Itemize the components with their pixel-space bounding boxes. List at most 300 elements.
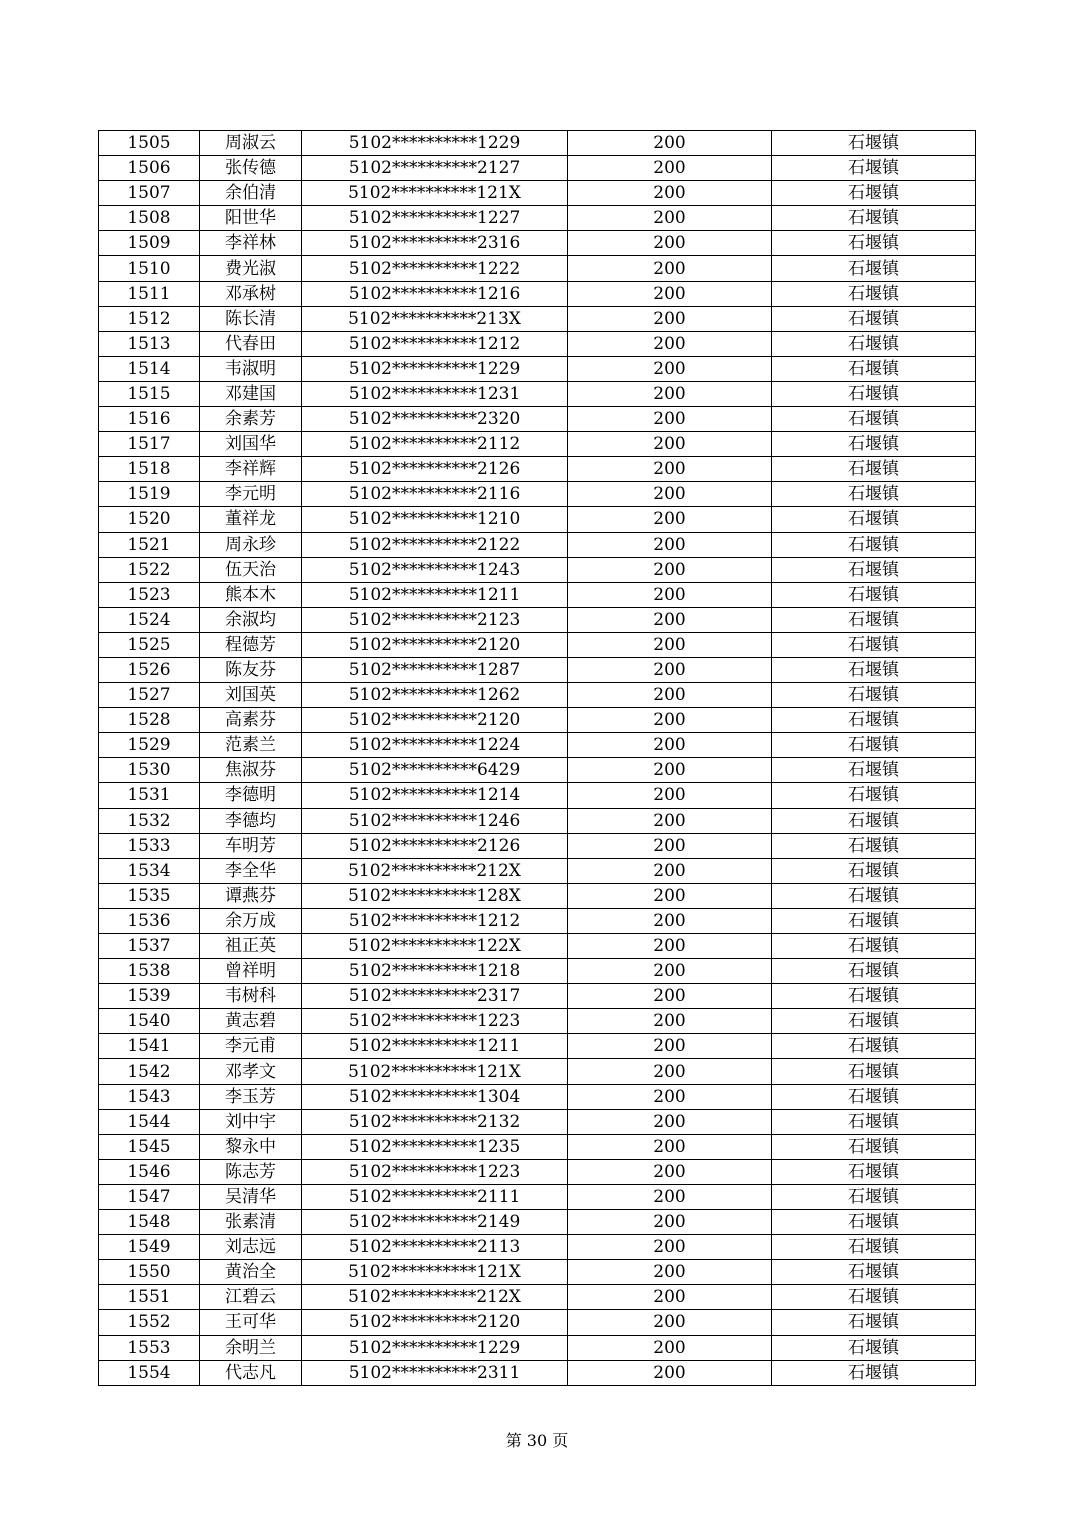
township-cell: 石堰镇 xyxy=(772,1009,976,1034)
serial-number-cell: 1528 xyxy=(99,708,200,733)
name-cell: 熊本木 xyxy=(200,582,302,607)
id-number-cell: 5102**********1287 xyxy=(302,657,568,682)
table-row xyxy=(99,381,976,406)
amount-cell: 200 xyxy=(568,1159,772,1184)
table-row xyxy=(99,908,976,933)
id-number-cell: 5102**********1218 xyxy=(302,959,568,984)
table-row xyxy=(99,808,976,833)
serial-number-cell: 1548 xyxy=(99,1210,200,1235)
name-cell: 江碧云 xyxy=(200,1285,302,1310)
township-cell: 石堰镇 xyxy=(772,231,976,256)
township-cell: 石堰镇 xyxy=(772,482,976,507)
serial-number-cell: 1525 xyxy=(99,632,200,657)
page-number: 第 30 页 xyxy=(505,1431,569,1450)
id-number-cell: 5102**********2311 xyxy=(302,1360,568,1385)
id-number-cell: 5102**********2316 xyxy=(302,231,568,256)
id-number-cell: 5102**********2120 xyxy=(302,632,568,657)
serial-number-cell: 1547 xyxy=(99,1184,200,1209)
name-cell: 邓孝文 xyxy=(200,1059,302,1084)
township-cell: 石堰镇 xyxy=(772,557,976,582)
id-number-cell: 5102**********2126 xyxy=(302,833,568,858)
name-cell: 李元明 xyxy=(200,482,302,507)
township-cell: 石堰镇 xyxy=(772,206,976,231)
amount-cell: 200 xyxy=(568,733,772,758)
table-row xyxy=(99,758,976,783)
table-row xyxy=(99,432,976,457)
name-cell: 周永珍 xyxy=(200,532,302,557)
amount-cell: 200 xyxy=(568,1084,772,1109)
name-cell: 范素兰 xyxy=(200,733,302,758)
township-cell: 石堰镇 xyxy=(772,1059,976,1084)
table-row xyxy=(99,607,976,632)
table-row xyxy=(99,1210,976,1235)
amount-cell: 200 xyxy=(568,783,772,808)
roster-table xyxy=(98,130,976,1386)
township-cell: 石堰镇 xyxy=(772,607,976,632)
amount-cell: 200 xyxy=(568,1134,772,1159)
township-cell: 石堰镇 xyxy=(772,1335,976,1360)
serial-number-cell: 1527 xyxy=(99,683,200,708)
name-cell: 余淑均 xyxy=(200,607,302,632)
table-row xyxy=(99,557,976,582)
amount-cell: 200 xyxy=(568,156,772,181)
serial-number-cell: 1508 xyxy=(99,206,200,231)
id-number-cell: 5102**********121X xyxy=(302,1260,568,1285)
serial-number-cell: 1520 xyxy=(99,507,200,532)
serial-number-cell: 1540 xyxy=(99,1009,200,1034)
amount-cell: 200 xyxy=(568,1285,772,1310)
amount-cell: 200 xyxy=(568,482,772,507)
name-cell: 陈长清 xyxy=(200,306,302,331)
id-number-cell: 5102**********1262 xyxy=(302,683,568,708)
name-cell: 周淑云 xyxy=(200,131,302,156)
table-row xyxy=(99,457,976,482)
id-number-cell: 5102**********2149 xyxy=(302,1210,568,1235)
name-cell: 李玉芳 xyxy=(200,1084,302,1109)
name-cell: 王可华 xyxy=(200,1310,302,1335)
id-number-cell: 5102**********2317 xyxy=(302,984,568,1009)
amount-cell: 200 xyxy=(568,256,772,281)
amount-cell: 200 xyxy=(568,657,772,682)
township-cell: 石堰镇 xyxy=(772,281,976,306)
township-cell: 石堰镇 xyxy=(772,783,976,808)
id-number-cell: 5102**********1223 xyxy=(302,1159,568,1184)
id-number-cell: 5102**********1222 xyxy=(302,256,568,281)
serial-number-cell: 1554 xyxy=(99,1360,200,1385)
township-cell: 石堰镇 xyxy=(772,1310,976,1335)
serial-number-cell: 1553 xyxy=(99,1335,200,1360)
amount-cell: 200 xyxy=(568,557,772,582)
serial-number-cell: 1531 xyxy=(99,783,200,808)
township-cell: 石堰镇 xyxy=(772,131,976,156)
id-number-cell: 5102**********1231 xyxy=(302,381,568,406)
table-row xyxy=(99,331,976,356)
township-cell: 石堰镇 xyxy=(772,181,976,206)
table-row xyxy=(99,1159,976,1184)
serial-number-cell: 1516 xyxy=(99,407,200,432)
serial-number-cell: 1505 xyxy=(99,131,200,156)
amount-cell: 200 xyxy=(568,858,772,883)
township-cell: 石堰镇 xyxy=(772,733,976,758)
table-row xyxy=(99,281,976,306)
serial-number-cell: 1532 xyxy=(99,808,200,833)
amount-cell: 200 xyxy=(568,181,772,206)
serial-number-cell: 1552 xyxy=(99,1310,200,1335)
table-row xyxy=(99,984,976,1009)
township-cell: 石堰镇 xyxy=(772,532,976,557)
township-cell: 石堰镇 xyxy=(772,432,976,457)
township-cell: 石堰镇 xyxy=(772,1034,976,1059)
table-row xyxy=(99,356,976,381)
table-row xyxy=(99,883,976,908)
amount-cell: 200 xyxy=(568,1009,772,1034)
serial-number-cell: 1518 xyxy=(99,457,200,482)
amount-cell: 200 xyxy=(568,231,772,256)
id-number-cell: 5102**********2116 xyxy=(302,482,568,507)
name-cell: 曾祥明 xyxy=(200,959,302,984)
amount-cell: 200 xyxy=(568,1034,772,1059)
serial-number-cell: 1539 xyxy=(99,984,200,1009)
id-number-cell: 5102**********1216 xyxy=(302,281,568,306)
serial-number-cell: 1541 xyxy=(99,1034,200,1059)
id-number-cell: 5102**********2127 xyxy=(302,156,568,181)
township-cell: 石堰镇 xyxy=(772,457,976,482)
amount-cell: 200 xyxy=(568,1260,772,1285)
table-row xyxy=(99,131,976,156)
amount-cell: 200 xyxy=(568,883,772,908)
table-row xyxy=(99,532,976,557)
table-row xyxy=(99,1009,976,1034)
township-cell: 石堰镇 xyxy=(772,657,976,682)
id-number-cell: 5102**********1211 xyxy=(302,582,568,607)
serial-number-cell: 1538 xyxy=(99,959,200,984)
township-cell: 石堰镇 xyxy=(772,858,976,883)
township-cell: 石堰镇 xyxy=(772,708,976,733)
township-cell: 石堰镇 xyxy=(772,1210,976,1235)
table-row xyxy=(99,1059,976,1084)
serial-number-cell: 1544 xyxy=(99,1109,200,1134)
serial-number-cell: 1515 xyxy=(99,381,200,406)
id-number-cell: 5102**********1229 xyxy=(302,1335,568,1360)
id-number-cell: 5102**********1223 xyxy=(302,1009,568,1034)
serial-number-cell: 1534 xyxy=(99,858,200,883)
id-number-cell: 5102**********1229 xyxy=(302,131,568,156)
id-number-cell: 5102**********1214 xyxy=(302,783,568,808)
amount-cell: 200 xyxy=(568,632,772,657)
id-number-cell: 5102**********2120 xyxy=(302,708,568,733)
amount-cell: 200 xyxy=(568,582,772,607)
id-number-cell: 5102**********1246 xyxy=(302,808,568,833)
table-row xyxy=(99,1285,976,1310)
name-cell: 黄治全 xyxy=(200,1260,302,1285)
table-row xyxy=(99,783,976,808)
serial-number-cell: 1524 xyxy=(99,607,200,632)
table-row xyxy=(99,733,976,758)
township-cell: 石堰镇 xyxy=(772,507,976,532)
township-cell: 石堰镇 xyxy=(772,808,976,833)
id-number-cell: 5102**********1235 xyxy=(302,1134,568,1159)
serial-number-cell: 1521 xyxy=(99,532,200,557)
table-row xyxy=(99,1260,976,1285)
table-row xyxy=(99,1034,976,1059)
amount-cell: 200 xyxy=(568,1360,772,1385)
name-cell: 伍天治 xyxy=(200,557,302,582)
township-cell: 石堰镇 xyxy=(772,1184,976,1209)
name-cell: 黄志碧 xyxy=(200,1009,302,1034)
id-number-cell: 5102**********2123 xyxy=(302,607,568,632)
serial-number-cell: 1543 xyxy=(99,1084,200,1109)
table-row xyxy=(99,1109,976,1134)
table-row xyxy=(99,206,976,231)
id-number-cell: 5102**********212X xyxy=(302,1285,568,1310)
township-cell: 石堰镇 xyxy=(772,1159,976,1184)
township-cell: 石堰镇 xyxy=(772,356,976,381)
serial-number-cell: 1550 xyxy=(99,1260,200,1285)
serial-number-cell: 1510 xyxy=(99,256,200,281)
township-cell: 石堰镇 xyxy=(772,984,976,1009)
table-row xyxy=(99,256,976,281)
amount-cell: 200 xyxy=(568,934,772,959)
name-cell: 余明兰 xyxy=(200,1335,302,1360)
name-cell: 黎永中 xyxy=(200,1134,302,1159)
id-number-cell: 5102**********2112 xyxy=(302,432,568,457)
table-row xyxy=(99,1335,976,1360)
amount-cell: 200 xyxy=(568,206,772,231)
serial-number-cell: 1529 xyxy=(99,733,200,758)
serial-number-cell: 1507 xyxy=(99,181,200,206)
township-cell: 石堰镇 xyxy=(772,934,976,959)
amount-cell: 200 xyxy=(568,959,772,984)
table-row xyxy=(99,582,976,607)
table-row xyxy=(99,181,976,206)
township-cell: 石堰镇 xyxy=(772,833,976,858)
table-row xyxy=(99,858,976,883)
id-number-cell: 5102**********2126 xyxy=(302,457,568,482)
serial-number-cell: 1519 xyxy=(99,482,200,507)
table-row xyxy=(99,1184,976,1209)
name-cell: 车明芳 xyxy=(200,833,302,858)
serial-number-cell: 1545 xyxy=(99,1134,200,1159)
id-number-cell: 5102**********1224 xyxy=(302,733,568,758)
township-cell: 石堰镇 xyxy=(772,331,976,356)
serial-number-cell: 1506 xyxy=(99,156,200,181)
table-row xyxy=(99,1310,976,1335)
name-cell: 李祥林 xyxy=(200,231,302,256)
amount-cell: 200 xyxy=(568,1184,772,1209)
id-number-cell: 5102**********121X xyxy=(302,1059,568,1084)
amount-cell: 200 xyxy=(568,708,772,733)
amount-cell: 200 xyxy=(568,432,772,457)
name-cell: 李德均 xyxy=(200,808,302,833)
name-cell: 董祥龙 xyxy=(200,507,302,532)
name-cell: 阳世华 xyxy=(200,206,302,231)
name-cell: 高素芬 xyxy=(200,708,302,733)
name-cell: 韦树科 xyxy=(200,984,302,1009)
name-cell: 代志凡 xyxy=(200,1360,302,1385)
name-cell: 邓建国 xyxy=(200,381,302,406)
name-cell: 代春田 xyxy=(200,331,302,356)
township-cell: 石堰镇 xyxy=(772,407,976,432)
name-cell: 余万成 xyxy=(200,908,302,933)
id-number-cell: 5102**********1210 xyxy=(302,507,568,532)
id-number-cell: 5102**********6429 xyxy=(302,758,568,783)
id-number-cell: 5102**********2122 xyxy=(302,532,568,557)
name-cell: 陈志芳 xyxy=(200,1159,302,1184)
township-cell: 石堰镇 xyxy=(772,1235,976,1260)
serial-number-cell: 1511 xyxy=(99,281,200,306)
name-cell: 李元甫 xyxy=(200,1034,302,1059)
serial-number-cell: 1551 xyxy=(99,1285,200,1310)
amount-cell: 200 xyxy=(568,1310,772,1335)
id-number-cell: 5102**********1211 xyxy=(302,1034,568,1059)
township-cell: 石堰镇 xyxy=(772,156,976,181)
name-cell: 李全华 xyxy=(200,858,302,883)
id-number-cell: 5102**********1212 xyxy=(302,331,568,356)
amount-cell: 200 xyxy=(568,607,772,632)
amount-cell: 200 xyxy=(568,908,772,933)
id-number-cell: 5102**********1243 xyxy=(302,557,568,582)
table-row xyxy=(99,959,976,984)
serial-number-cell: 1526 xyxy=(99,657,200,682)
amount-cell: 200 xyxy=(568,532,772,557)
id-number-cell: 5102**********1212 xyxy=(302,908,568,933)
serial-number-cell: 1509 xyxy=(99,231,200,256)
township-cell: 石堰镇 xyxy=(772,683,976,708)
serial-number-cell: 1549 xyxy=(99,1235,200,1260)
table-row xyxy=(99,407,976,432)
id-number-cell: 5102**********1304 xyxy=(302,1084,568,1109)
table-row xyxy=(99,657,976,682)
amount-cell: 200 xyxy=(568,306,772,331)
township-cell: 石堰镇 xyxy=(772,1134,976,1159)
name-cell: 余伯清 xyxy=(200,181,302,206)
township-cell: 石堰镇 xyxy=(772,306,976,331)
amount-cell: 200 xyxy=(568,1235,772,1260)
township-cell: 石堰镇 xyxy=(772,1260,976,1285)
id-number-cell: 5102**********2111 xyxy=(302,1184,568,1209)
amount-cell: 200 xyxy=(568,1109,772,1134)
table-row xyxy=(99,482,976,507)
name-cell: 陈友芬 xyxy=(200,657,302,682)
township-cell: 石堰镇 xyxy=(772,1109,976,1134)
township-cell: 石堰镇 xyxy=(772,632,976,657)
serial-number-cell: 1517 xyxy=(99,432,200,457)
amount-cell: 200 xyxy=(568,1059,772,1084)
amount-cell: 200 xyxy=(568,1335,772,1360)
amount-cell: 200 xyxy=(568,331,772,356)
serial-number-cell: 1533 xyxy=(99,833,200,858)
table-row xyxy=(99,833,976,858)
serial-number-cell: 1542 xyxy=(99,1059,200,1084)
township-cell: 石堰镇 xyxy=(772,758,976,783)
amount-cell: 200 xyxy=(568,281,772,306)
id-number-cell: 5102**********1229 xyxy=(302,356,568,381)
amount-cell: 200 xyxy=(568,833,772,858)
name-cell: 邓承树 xyxy=(200,281,302,306)
serial-number-cell: 1513 xyxy=(99,331,200,356)
name-cell: 刘国英 xyxy=(200,683,302,708)
table-row xyxy=(99,934,976,959)
township-cell: 石堰镇 xyxy=(772,1084,976,1109)
amount-cell: 200 xyxy=(568,758,772,783)
township-cell: 石堰镇 xyxy=(772,1360,976,1385)
name-cell: 祖正英 xyxy=(200,934,302,959)
id-number-cell: 5102**********213X xyxy=(302,306,568,331)
table-row xyxy=(99,1235,976,1260)
name-cell: 余素芳 xyxy=(200,407,302,432)
serial-number-cell: 1546 xyxy=(99,1159,200,1184)
table-row xyxy=(99,683,976,708)
township-cell: 石堰镇 xyxy=(772,908,976,933)
serial-number-cell: 1537 xyxy=(99,934,200,959)
roster-table-body xyxy=(99,131,976,1386)
id-number-cell: 5102**********2320 xyxy=(302,407,568,432)
township-cell: 石堰镇 xyxy=(772,381,976,406)
name-cell: 刘志远 xyxy=(200,1235,302,1260)
name-cell: 刘国华 xyxy=(200,432,302,457)
table-row xyxy=(99,632,976,657)
table-row xyxy=(99,1084,976,1109)
amount-cell: 200 xyxy=(568,507,772,532)
name-cell: 张传德 xyxy=(200,156,302,181)
township-cell: 石堰镇 xyxy=(772,582,976,607)
serial-number-cell: 1514 xyxy=(99,356,200,381)
amount-cell: 200 xyxy=(568,381,772,406)
serial-number-cell: 1530 xyxy=(99,758,200,783)
amount-cell: 200 xyxy=(568,683,772,708)
amount-cell: 200 xyxy=(568,1210,772,1235)
amount-cell: 200 xyxy=(568,984,772,1009)
name-cell: 程德芳 xyxy=(200,632,302,657)
table-row xyxy=(99,306,976,331)
amount-cell: 200 xyxy=(568,131,772,156)
serial-number-cell: 1512 xyxy=(99,306,200,331)
id-number-cell: 5102**********128X xyxy=(302,883,568,908)
township-cell: 石堰镇 xyxy=(772,256,976,281)
township-cell: 石堰镇 xyxy=(772,1285,976,1310)
table-row xyxy=(99,507,976,532)
name-cell: 焦淑芬 xyxy=(200,758,302,783)
amount-cell: 200 xyxy=(568,457,772,482)
table-row xyxy=(99,708,976,733)
id-number-cell: 5102**********121X xyxy=(302,181,568,206)
township-cell: 石堰镇 xyxy=(772,883,976,908)
township-cell: 石堰镇 xyxy=(772,959,976,984)
id-number-cell: 5102**********2120 xyxy=(302,1310,568,1335)
name-cell: 吴清华 xyxy=(200,1184,302,1209)
id-number-cell: 5102**********2113 xyxy=(302,1235,568,1260)
name-cell: 谭燕芬 xyxy=(200,883,302,908)
name-cell: 韦淑明 xyxy=(200,356,302,381)
name-cell: 费光淑 xyxy=(200,256,302,281)
serial-number-cell: 1522 xyxy=(99,557,200,582)
name-cell: 李祥辉 xyxy=(200,457,302,482)
id-number-cell: 5102**********212X xyxy=(302,858,568,883)
name-cell: 李德明 xyxy=(200,783,302,808)
id-number-cell: 5102**********122X xyxy=(302,934,568,959)
table-row xyxy=(99,1360,976,1385)
table-row xyxy=(99,156,976,181)
amount-cell: 200 xyxy=(568,407,772,432)
amount-cell: 200 xyxy=(568,356,772,381)
serial-number-cell: 1535 xyxy=(99,883,200,908)
amount-cell: 200 xyxy=(568,808,772,833)
id-number-cell: 5102**********1227 xyxy=(302,206,568,231)
table-row xyxy=(99,231,976,256)
serial-number-cell: 1523 xyxy=(99,582,200,607)
name-cell: 刘中宇 xyxy=(200,1109,302,1134)
id-number-cell: 5102**********2132 xyxy=(302,1109,568,1134)
